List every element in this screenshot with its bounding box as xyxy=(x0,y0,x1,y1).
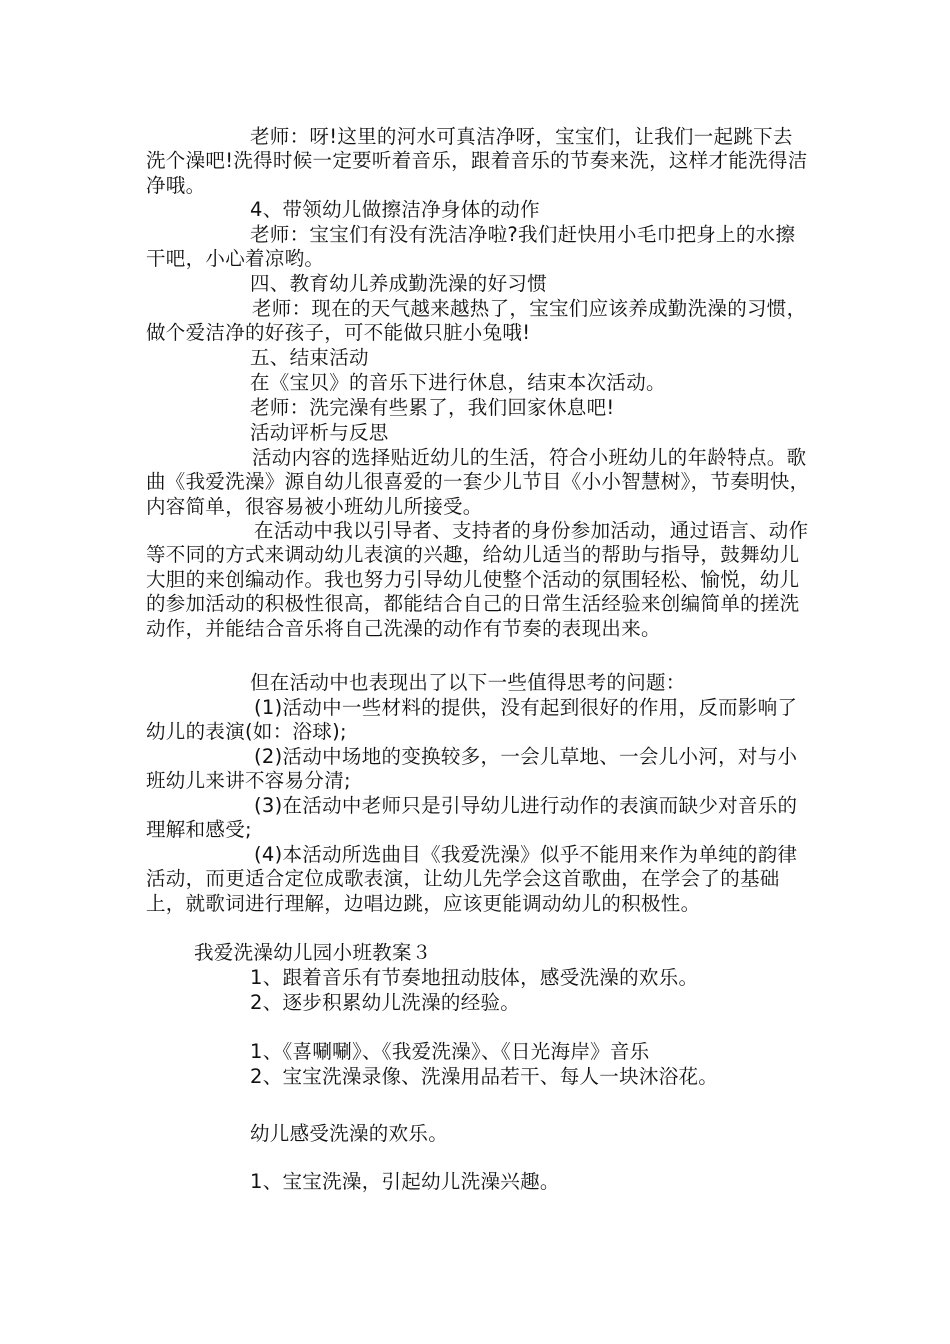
paragraph-teacher-river: 老师：呀!这里的河水可真洁净呀，宝宝们，让我们一起跳下去洗个澡吧!洗得时候一定要听着音乐，跟着音乐的节奏来洗，这样才能洗得洁净哦。 xyxy=(146,125,808,197)
section-4-heading: 四、教育幼儿养成勤洗澡的好习惯 xyxy=(250,272,548,295)
paragraph-rest: 在《宝贝》的音乐下进行休息，结束本次活动。 xyxy=(250,371,666,394)
paragraph-reflection-2: 在活动中我以引导者、支持者的身份参加活动，通过语言、动作等不同的方式来调动幼儿表演的兴趣，给幼儿适当的帮助与指导，鼓舞幼儿大胆的来创编动作。我也努力引导幼儿使整个活动的氛围轻松、愉悦，幼儿的参加活动的积极性很高，都能结合自己的日常生活经验来创编简单的搓洗动作，并能结合音乐将自己洗澡的动作有节奏的表现出来。 xyxy=(146,519,809,640)
issue-4: (4)本活动所选曲目《我爱洗澡》似乎不能用来作为单纯的韵律活动，而更适合定位成歌表演，让幼儿先学会这首歌曲，在学会了的基础上，就歌词进行理解，边唱边跳，应该更能调动幼儿的积极性。 xyxy=(146,843,798,915)
goal-2: 2、逐步积累幼儿洗澡的经验。 xyxy=(250,991,521,1014)
key-point: 幼儿感受洗澡的欢乐。 xyxy=(250,1122,449,1145)
paragraph-issues-intro: 但在活动中也表现出了以下一些值得思考的问题： xyxy=(250,671,686,694)
issue-3: (3)在活动中老师只是引导幼儿进行动作的表演而缺少对音乐的理解和感受; xyxy=(146,794,798,842)
paragraph-reflection-1: 活动内容的选择贴近幼儿的生活，符合小班幼儿的年龄特点。歌曲《我爱洗澡》源自幼儿很喜爱的一套少儿节目《小小智慧树》，节奏明快，内容简单，很容易被小班幼儿所接受。 xyxy=(146,446,810,518)
paragraph-teacher-home: 老师：洗完澡有些累了，我们回家休息吧! xyxy=(250,396,615,419)
step-4-heading: 4、带领幼儿做擦洁净身体的动作 xyxy=(250,198,540,221)
goal-1: 1、跟着音乐有节奏地扭动肢体，感受洗澡的欢乐。 xyxy=(250,966,699,989)
material-2: 2、宝宝洗澡录像、洗澡用品若干、每人一块沐浴花。 xyxy=(250,1065,719,1088)
reflection-heading: 活动评析与反思 xyxy=(250,421,389,444)
process-step-1: 1、宝宝洗澡，引起幼儿洗澡兴趣。 xyxy=(250,1170,560,1193)
paragraph-teacher-dry: 老师：宝宝们有没有洗洁净啦?我们赶快用小毛巾把身上的水擦干吧，小心着凉哟。 xyxy=(146,223,796,271)
issue-2: (2)活动中场地的变换较多，一会儿草地、一会儿小河，对与小班幼儿来讲不容易分清; xyxy=(146,745,798,793)
material-1: 1、《喜唰唰》、《我爱洗澡》、《日光海岸》音乐 xyxy=(250,1040,650,1063)
paragraph-teacher-habit: 老师：现在的天气越来越热了，宝宝们应该养成勤洗澡的习惯，做个爱洁净的好孩子，可不能做只脏小兔哦! xyxy=(146,297,807,345)
section-5-heading: 五、结束活动 xyxy=(250,346,369,369)
issue-1: (1)活动中一些材料的提供，没有起到很好的作用，反而影响了幼儿的表演(如：浴球); xyxy=(146,696,798,744)
lesson-plan-3-title: 我爱洗澡幼儿园小班教案３ xyxy=(194,941,432,964)
